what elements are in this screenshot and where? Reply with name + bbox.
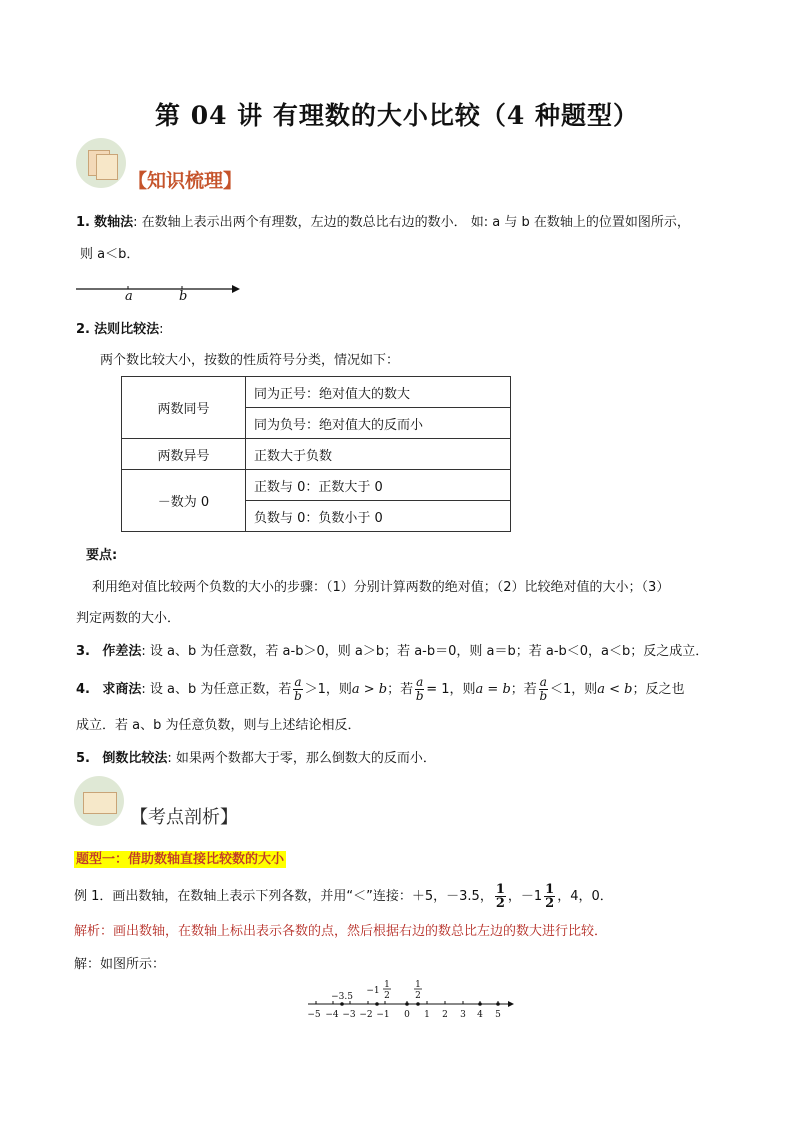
point-five — [496, 1002, 500, 1006]
item-1-conclusion: 则 a＜b． — [80, 247, 140, 262]
solution-number-line — [302, 978, 520, 1022]
point-label-neg-3-5: −3.5 — [331, 992, 353, 1002]
table-cell: 同为负号：绝对值大的反而小 — [246, 408, 511, 439]
axis-label-b: b — [179, 289, 188, 304]
ab-number-line — [72, 280, 244, 306]
item-2-label: 法则比较法 — [94, 322, 160, 337]
solution-text: 解：如图所示： — [74, 957, 166, 972]
item-4-label: 求商法 — [102, 682, 142, 697]
item-3-label: 作差法 — [102, 644, 142, 659]
keypoint-text: 利用绝对值比较两个负数的大小的步骤：（1）分别计算两数的绝对值；（2）比较绝对值的大小；（3） — [92, 580, 670, 595]
fraction-a-over-b: $\frac{a}{b}$ — [415, 675, 424, 703]
fraction-a-over-b: $\frac{a}{b}$ — [294, 675, 302, 703]
analysis-text: 解析：画出数轴，在数轴上标出表示各数的点，然后根据右边的数总比左边的数大进行比较． — [74, 924, 608, 939]
point-label-frac-num: 1 — [384, 980, 390, 990]
type-1-label: 题型一：借助数轴直接比较数的大小 — [76, 852, 285, 867]
page-title: 第 04 讲 有理数的大小比较（4 种题型） — [154, 101, 639, 130]
tick-label: 5 — [495, 1010, 501, 1020]
tick-label: −3 — [342, 1010, 356, 1020]
analysis-icon — [74, 776, 124, 826]
tick-label: 2 — [442, 1010, 448, 1020]
table-cell: 正数与 0：正数大于 0 — [246, 470, 511, 501]
point-label-neg-1: −1 — [366, 986, 380, 996]
comparison-rules-table — [121, 376, 511, 532]
item-2: 2. 法则比较法: — [76, 322, 164, 337]
point-zero — [405, 1002, 409, 1006]
section-heading-knowledge: 【知识梳理】 — [128, 170, 243, 192]
point-label-frac-den: 2 — [384, 991, 390, 1001]
axis-label-a: a — [125, 289, 133, 304]
fraction-half: $\frac{1}{2}$ — [495, 882, 505, 911]
point-neg-3-5 — [340, 1002, 344, 1006]
fraction-half: $\frac{1}{2}$ — [545, 882, 555, 911]
point-neg-1-5 — [375, 1002, 379, 1006]
point-label-frac-num: 1 — [415, 980, 421, 990]
example-1: 例 1．画出数轴，在数轴上表示下列各数，并用“＜”连接：＋5，－3.5， $\frac{1}{2}$ ，－1 $\frac{1}{2}$ ，4，0． — [74, 882, 613, 911]
item-1: 1. 数轴法: 在数轴上表示出两个有理数，左边的数总比右边的数小． 如: a 与 b 在数轴上的位置如图所示， — [76, 215, 690, 230]
item-2-intro: 两个数比较大小，按数的性质符号分类，情况如下： — [100, 353, 400, 368]
table-cell: 两数异号 — [122, 439, 246, 470]
tick-label: −2 — [359, 1010, 373, 1020]
tick-label: 4 — [477, 1010, 483, 1020]
keypoint-label: 要点: — [86, 548, 118, 563]
point-label-frac-den: 2 — [415, 991, 421, 1001]
table-cell: －数为 0 — [122, 470, 246, 532]
table-cell: 负数与 0：负数小于 0 — [246, 501, 511, 532]
tick-label: 1 — [424, 1010, 430, 1020]
item-1-label: 数轴法 — [94, 215, 134, 230]
item-4: 4. 求商法: 设 a、b 为任意正数，若 $\frac{a}{b}$ ＞1，则a > b；若 $\frac{a}{b}$ = 1，则a = b；若 $\frac{a}{b}$ ＜1，则a < b；反之也 — [76, 675, 685, 703]
table-cell: 两数同号 — [122, 377, 246, 439]
keypoint-text-cont: 判定两数的大小． — [76, 611, 181, 626]
tick-label: 3 — [460, 1010, 466, 1020]
fraction-a-over-b: $\frac{a}{b}$ — [539, 675, 548, 703]
tick-label: −1 — [376, 1010, 390, 1020]
item-3: 3. 作差法: 设 a、b 为任意数，若 a-b＞0，则 a＞b；若 a-b＝0，则 a＝b；若 a-b＜0，a＜b；反之成立． — [76, 644, 709, 659]
table-cell: 同为正号：绝对值大的数大 — [246, 377, 511, 408]
item-4-cont: 成立．若 a、b 为任意负数，则与上述结论相反． — [76, 718, 361, 733]
item-5-label: 倒数比较法 — [102, 751, 168, 766]
point-four — [478, 1002, 482, 1006]
point-half — [416, 1002, 420, 1006]
folder-icon — [83, 792, 117, 814]
item-5: 5. 倒数比较法: 如果两个数都大于零，那么倒数大的反而小． — [76, 751, 436, 766]
table-cell: 正数大于负数 — [246, 439, 511, 470]
tick-label: 0 — [404, 1010, 410, 1020]
tick-label: −4 — [325, 1010, 339, 1020]
knowledge-icon — [76, 138, 126, 188]
tick-label: −5 — [307, 1010, 321, 1020]
section-heading-analysis: 【考点剖析】 — [130, 807, 238, 828]
